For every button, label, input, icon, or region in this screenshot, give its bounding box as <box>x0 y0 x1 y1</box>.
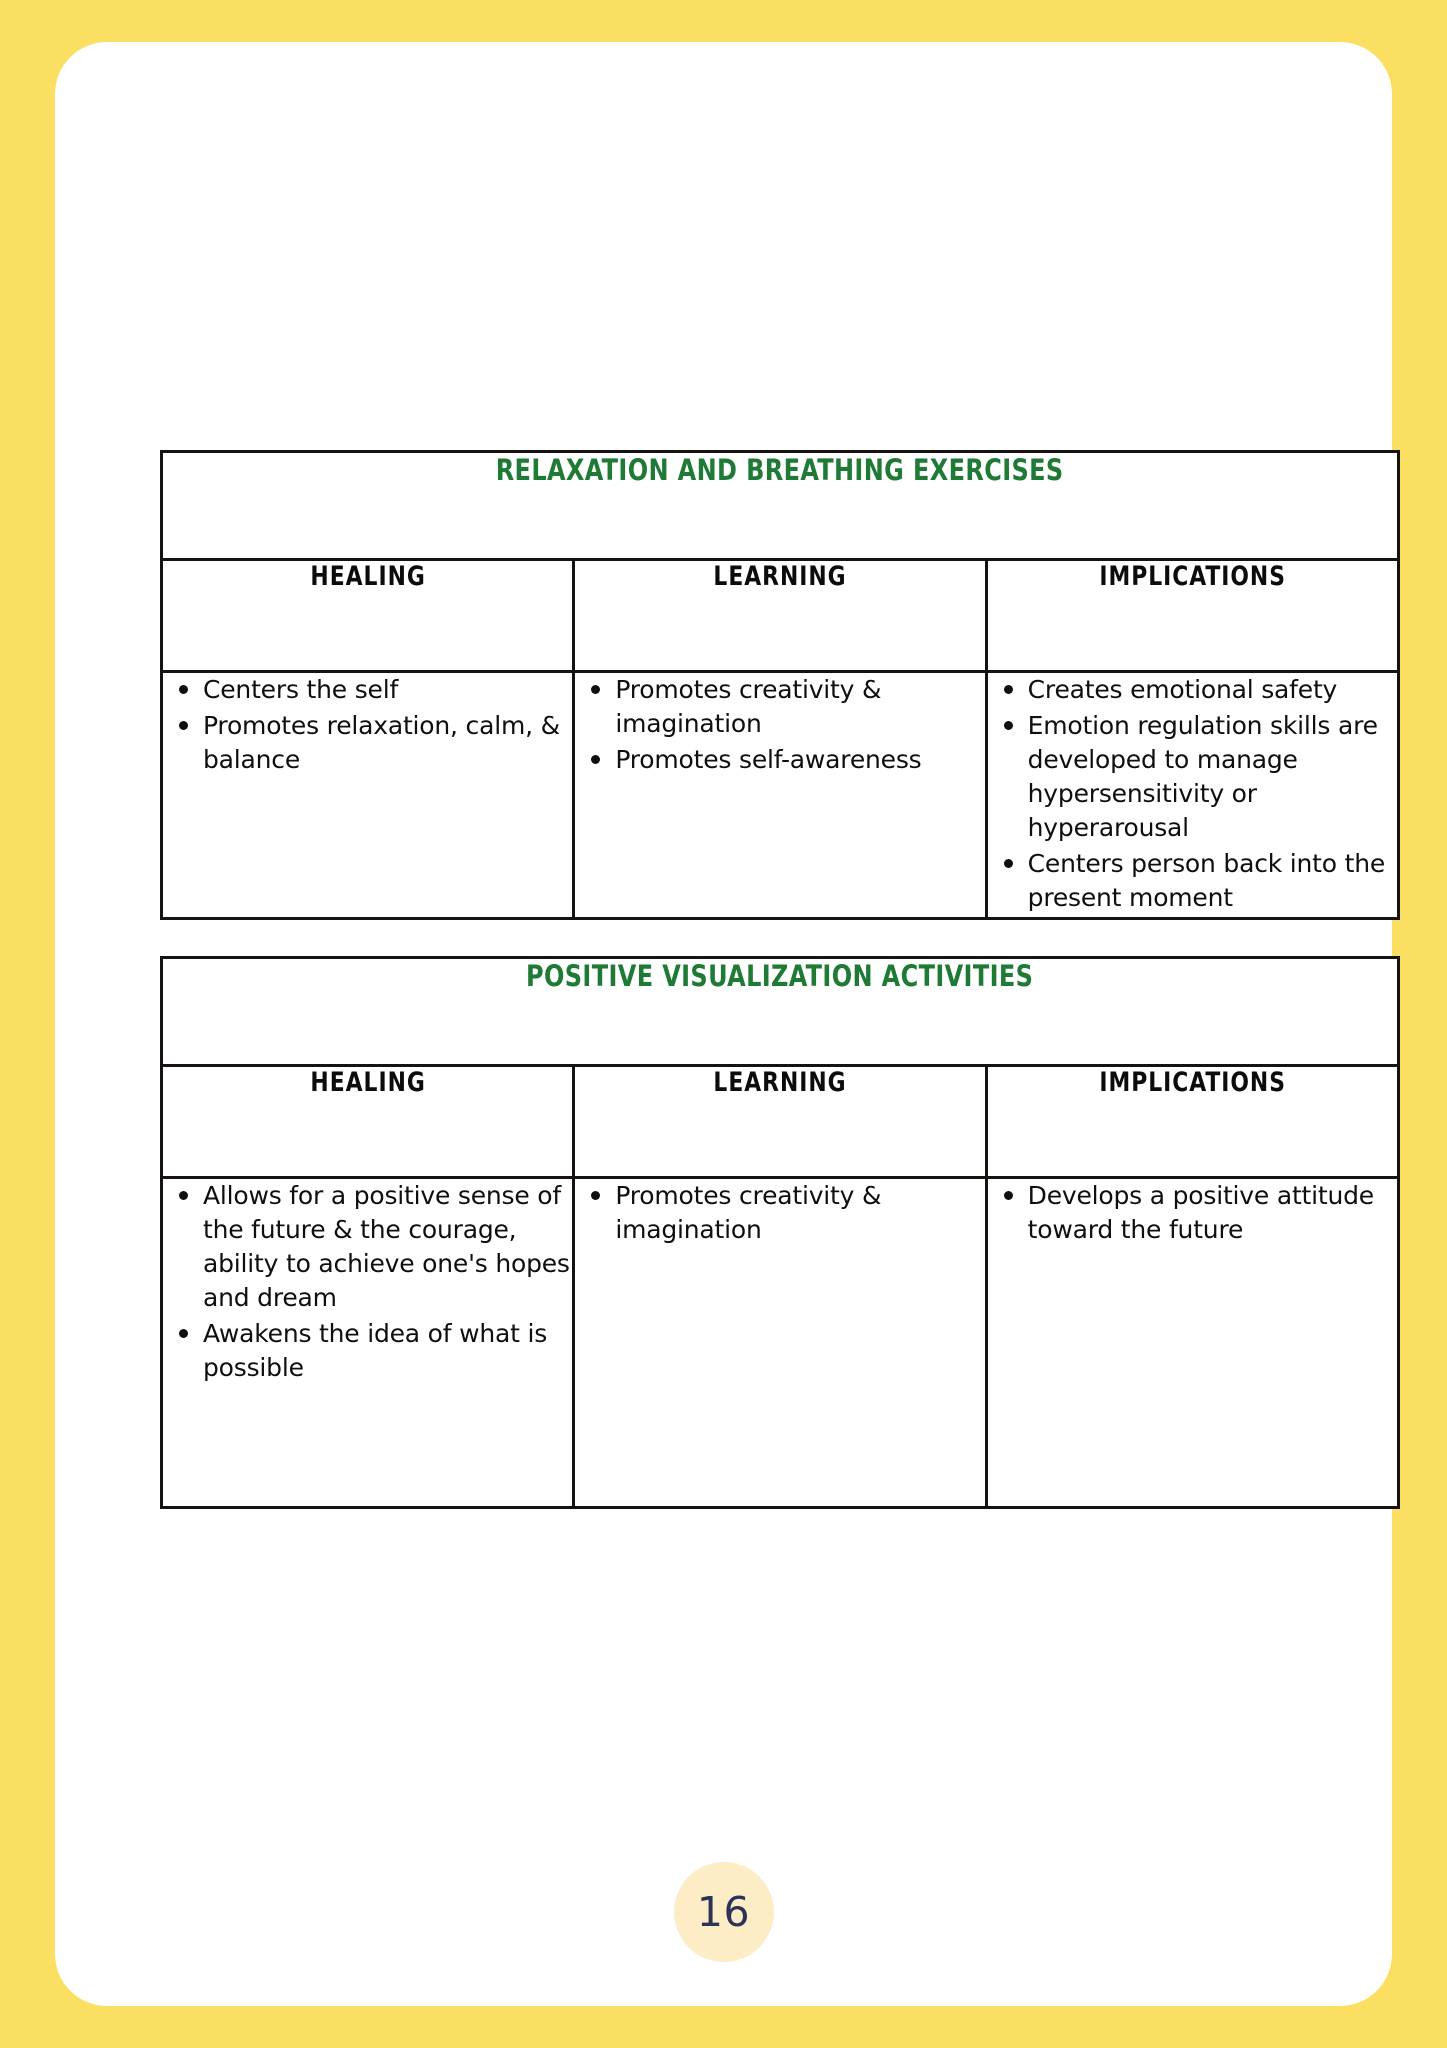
table-body-row <box>162 1178 1399 1508</box>
column-header-implications <box>986 560 1398 672</box>
bullet-list <box>988 1179 1397 1247</box>
column-header-healing <box>162 560 574 672</box>
bullet-list <box>575 673 984 777</box>
column-header-learning <box>574 1066 986 1178</box>
column-header-label: IMPLICATIONS <box>1099 1067 1286 1098</box>
column-header-label: HEALING <box>309 1067 426 1098</box>
matrix-table-relaxation <box>160 450 1400 920</box>
bullet-list <box>163 1179 572 1385</box>
page-number-badge <box>674 1862 774 1962</box>
cell-implications <box>986 1178 1398 1508</box>
table-header-row <box>162 1066 1399 1178</box>
list-item: Promotes self-awareness <box>575 743 984 777</box>
list-item: Awakens the idea of what is possible <box>163 1317 572 1385</box>
cell-implications <box>986 672 1398 919</box>
list-item: Promotes creativity & imagination <box>575 1179 984 1247</box>
list-item: Promotes relaxation, calm, & balance <box>163 709 572 777</box>
cell-healing <box>162 1178 574 1508</box>
table-title-row <box>162 452 1399 560</box>
column-header-label: HEALING <box>309 561 426 592</box>
table-header-row <box>162 560 1399 672</box>
list-item: Creates emotional safety <box>988 673 1397 707</box>
column-header-label: IMPLICATIONS <box>1099 561 1286 592</box>
table-title-row <box>162 958 1399 1066</box>
column-header-implications <box>986 1066 1398 1178</box>
list-item: Centers person back into the present moment <box>988 847 1397 915</box>
table-title: POSITIVE VISUALIZATION ACTIVITIES <box>526 959 1034 993</box>
page-sheet <box>55 42 1392 2006</box>
bullet-list <box>163 673 572 777</box>
column-header-label: LEARNING <box>713 561 847 592</box>
table-title-cell <box>162 958 1399 1066</box>
bullet-list <box>988 673 1397 915</box>
tables-container <box>160 450 1400 1509</box>
cell-learning <box>574 1178 986 1508</box>
list-item: Allows for a positive sense of the future & the courage, ability to achieve one's hopes and dream <box>163 1179 572 1315</box>
list-item: Emotion regulation skills are developed to manage hypersensitivity or hyperarousal <box>988 709 1397 845</box>
column-header-label: LEARNING <box>713 1067 847 1098</box>
page-number: 16 <box>696 1888 751 1936</box>
cell-learning <box>574 672 986 919</box>
bullet-list <box>575 1179 984 1247</box>
column-header-learning <box>574 560 986 672</box>
list-item: Promotes creativity & imagination <box>575 673 984 741</box>
cell-healing <box>162 672 574 919</box>
table-title-cell <box>162 452 1399 560</box>
column-header-healing <box>162 1066 574 1178</box>
table-title: RELAXATION AND BREATHING EXERCISES <box>496 453 1064 487</box>
table-body-row <box>162 672 1399 919</box>
list-item: Develops a positive attitude toward the future <box>988 1179 1397 1247</box>
list-item: Centers the self <box>163 673 572 707</box>
matrix-table-visualization <box>160 956 1400 1509</box>
